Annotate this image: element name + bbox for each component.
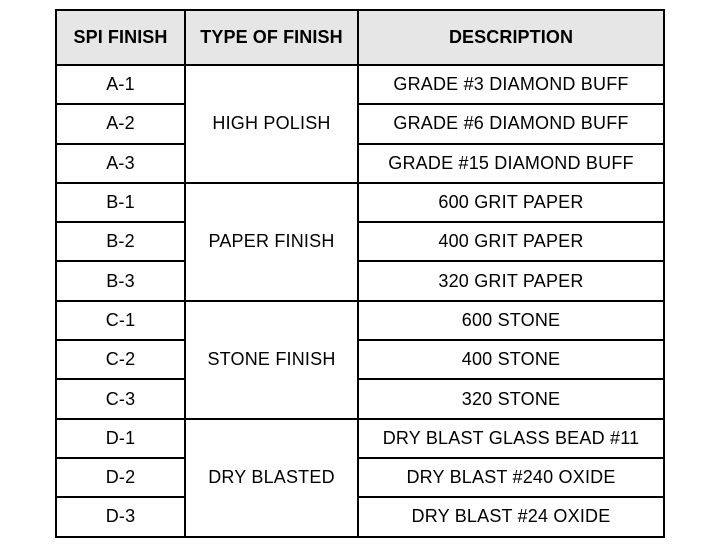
header-description: DESCRIPTION: [358, 10, 664, 65]
description-cell: DRY BLAST #24 OXIDE: [358, 497, 664, 536]
table-row: [56, 183, 664, 222]
spi-code-cell: B-3: [56, 261, 185, 300]
table-row: [56, 65, 664, 104]
spi-code-cell: C-2: [56, 340, 185, 379]
table-row: [56, 261, 664, 300]
spi-code-cell: D-2: [56, 458, 185, 497]
table-row: [56, 458, 664, 497]
description-cell: GRADE #3 DIAMOND BUFF: [358, 65, 664, 104]
spi-code-cell: A-2: [56, 104, 185, 143]
spi-finish-table: [55, 9, 665, 538]
description-cell: GRADE #6 DIAMOND BUFF: [358, 104, 664, 143]
spi-code-cell: A-1: [56, 65, 185, 104]
finish-type-cell: HIGH POLISH: [185, 65, 358, 183]
spi-code-cell: D-1: [56, 419, 185, 458]
table-row: [56, 497, 664, 536]
description-cell: 600 STONE: [358, 301, 664, 340]
finish-type-cell: DRY BLASTED: [185, 419, 358, 537]
spi-code-cell: B-2: [56, 222, 185, 261]
finish-type-cell: PAPER FINISH: [185, 183, 358, 301]
spi-code-cell: C-1: [56, 301, 185, 340]
header-type-of-finish: TYPE OF FINISH: [185, 10, 358, 65]
description-cell: 320 STONE: [358, 379, 664, 418]
table-row: [56, 301, 664, 340]
table-row: [56, 340, 664, 379]
header-spi-finish: SPI FINISH: [56, 10, 185, 65]
spi-code-cell: C-3: [56, 379, 185, 418]
table-row: [56, 419, 664, 458]
spi-code-cell: A-3: [56, 144, 185, 183]
description-cell: GRADE #15 DIAMOND BUFF: [358, 144, 664, 183]
table-row: [56, 379, 664, 418]
table-row: [56, 144, 664, 183]
description-cell: 600 GRIT PAPER: [358, 183, 664, 222]
description-cell: 400 GRIT PAPER: [358, 222, 664, 261]
description-cell: 400 STONE: [358, 340, 664, 379]
header-row: [56, 10, 664, 65]
spi-code-cell: D-3: [56, 497, 185, 536]
description-cell: 320 GRIT PAPER: [358, 261, 664, 300]
spi-code-cell: B-1: [56, 183, 185, 222]
description-cell: DRY BLAST GLASS BEAD #11: [358, 419, 664, 458]
table-row: [56, 104, 664, 143]
description-cell: DRY BLAST #240 OXIDE: [358, 458, 664, 497]
table-row: [56, 222, 664, 261]
finish-type-cell: STONE FINISH: [185, 301, 358, 419]
